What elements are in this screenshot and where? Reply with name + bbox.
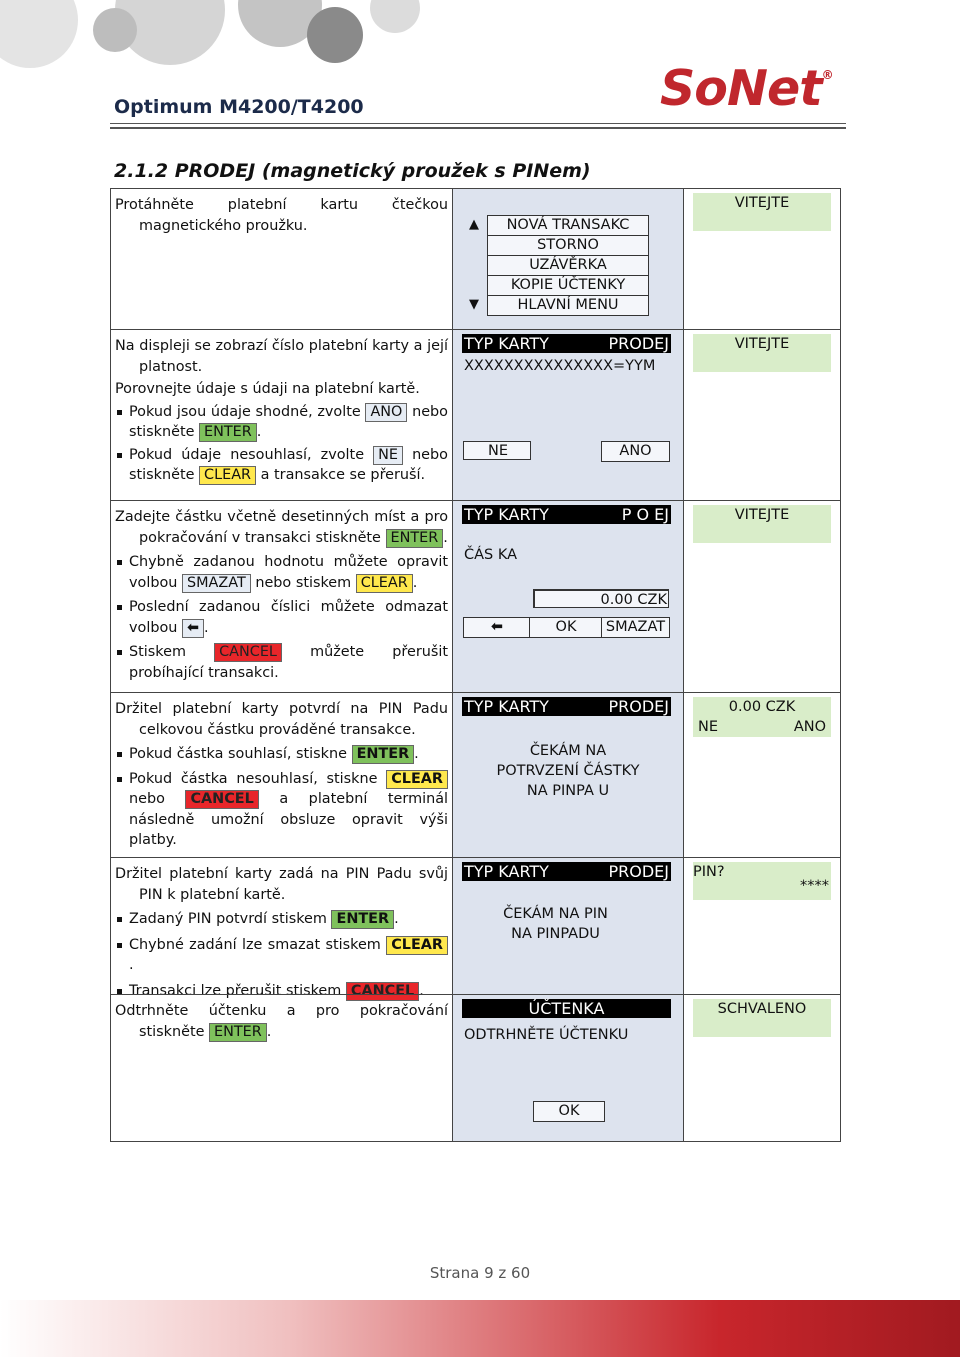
amount-label: ČÁS KA [464, 547, 518, 563]
wait-message: ČEKÁM NA PIN NA PINPADU [503, 906, 608, 942]
bullet-reject: Pokud částka nesouhlasí, stiskne CLEAR nebo CANCEL a platební terminál následně umožní obsluze opravit výši platby. [115, 769, 448, 851]
pinpad-amount: 0.00 CZK [728, 699, 796, 715]
backspace-key-icon: ⬅ [182, 619, 204, 638]
ne-key: NE [373, 446, 403, 465]
bullet-backspace: Poslední zadanou číslici můžete odmazat volbou ⬅ . [115, 597, 448, 638]
scroll-down-icon[interactable]: ▼ [469, 297, 479, 312]
step-row-swipe [110, 188, 841, 329]
terminal-screen [453, 189, 684, 329]
wait-message: ČEKÁM NA POTRVZENÍ ČÁSTKY NA PINPA U [496, 743, 640, 799]
menu-item-new-transaction[interactable]: NOVÁ TRANSAKC [487, 215, 649, 236]
screen-header: TYP KARTY P O EJ [464, 505, 669, 524]
ok-button[interactable]: OK [529, 617, 603, 638]
pinpad-display: VITEJTE [693, 193, 831, 231]
bullet-correct: Chybně zadanou hodnotu můžete opravit volbou SMAZAT nebo stiskem CLEAR . [115, 552, 448, 593]
step-row-confirm-amount [110, 692, 841, 857]
card-number: XXXXXXXXXXXXXXX=YYM [464, 358, 656, 374]
pin-prompt: PIN? [693, 864, 725, 880]
step-text: Zadejte částku včetně desetinných míst a pro pokračování v transakci stiskněte ENTER . [115, 509, 448, 546]
step-text-2: Porovnejte údaje s údaji na platební kartě. [115, 381, 420, 397]
clear-key: CLEAR [386, 936, 448, 955]
terminal-screen [453, 693, 684, 857]
yes-button[interactable]: ANO [601, 441, 670, 462]
bullet-clear-pin: Chybné zadání lze smazat stiskem CLEAR. [115, 935, 448, 976]
clear-key: CLEAR [386, 770, 448, 789]
pinpad-screen [684, 693, 840, 857]
ano-key: ANO [365, 403, 407, 422]
pinpad-display: VITEJTE [693, 334, 831, 372]
screen-header: TYP KARTY PRODEJ [464, 697, 669, 716]
menu-item-receipt-copy[interactable]: KOPIE ÚČTENKY [487, 275, 649, 296]
pin-mask: **** [800, 878, 829, 894]
step-text: Na displeji se zobrazí číslo platební karty a její platnost. [115, 338, 448, 375]
pinpad-display [693, 697, 831, 737]
cancel-key: CANCEL [185, 790, 258, 809]
pinpad-screen [684, 995, 840, 1141]
sonet-logo: SoNet® [660, 60, 833, 117]
menu-item-closing[interactable]: UZÁVĚRKA [487, 255, 649, 276]
terminal-screen [453, 501, 684, 692]
smazat-key: SMAZAT [182, 574, 251, 593]
enter-key: ENTER [199, 423, 257, 442]
enter-key: ENTER [386, 529, 444, 548]
step-row-pin [110, 857, 841, 999]
document-title: Optimum M4200/T4200 [114, 96, 364, 118]
clear-key: CLEAR [199, 466, 256, 485]
section-title: 2.1.2 PRODEJ (magnetický proužek s PINem) [114, 160, 591, 182]
pinpad-screen [684, 858, 840, 994]
scroll-up-icon[interactable]: ▲ [469, 217, 479, 232]
bullet-cancel-pin: Transakci lze přerušit stiskem CANCEL . [115, 981, 448, 1002]
pinpad-display: SCHVALENO [693, 999, 831, 1037]
page-number: Strana 9 z 60 [429, 1264, 531, 1282]
bullet-reject: Pokud údaje nesouhlasí, zvolte NE nebo stiskněte CLEAR a transakce se přeruší. [115, 445, 448, 486]
step-text: Odtrhněte účtenku a pro pokračování stiskněte ENTER . [115, 1003, 448, 1040]
step-text: Držitel platební karty zadá na PIN Padu svůj PIN k platební kartě. [115, 866, 448, 903]
cancel-key: CANCEL [214, 643, 282, 662]
terminal-screen [453, 995, 684, 1141]
enter-key: ENTER [331, 910, 394, 929]
terminal-screen [453, 330, 684, 500]
delete-button[interactable]: SMAZAT [601, 617, 670, 638]
step-row-amount [110, 500, 841, 692]
tear-message: ODTRHNĚTE ÚČTENKU [464, 1027, 629, 1043]
pinpad-no: NE [698, 719, 719, 735]
step-row-receipt [110, 994, 841, 1142]
clear-key: CLEAR [356, 574, 413, 593]
backspace-button-icon[interactable]: ⬅ [463, 617, 531, 638]
step-row-card-check [110, 329, 841, 500]
bullet-confirm-pin: Zadaný PIN potvrdí stiskem ENTER . [115, 909, 448, 930]
no-button[interactable]: NE [463, 441, 531, 460]
ok-button[interactable]: OK [533, 1101, 605, 1122]
procedure-grid [110, 188, 841, 1142]
decorative-swirl-graphic [0, 0, 440, 95]
enter-key: ENTER [209, 1023, 267, 1042]
menu-item-storno[interactable]: STORNO [487, 235, 649, 256]
pinpad-display [693, 862, 831, 900]
terminal-screen [453, 858, 684, 994]
step-text: Protáhněte platební kartu čtečkou magnetického proužku. [115, 197, 448, 234]
bullet-accept: Pokud částka souhlasí, stiskne ENTER . [115, 744, 448, 765]
amount-input[interactable]: 0.00 CZK [533, 589, 669, 608]
enter-key: ENTER [352, 745, 415, 764]
bullet-cancel: Stiskem CANCEL můžete přerušit probíhající transakci. [115, 642, 448, 683]
pinpad-display: VITEJTE [693, 505, 831, 543]
pinpad-yes: ANO [793, 719, 826, 735]
pinpad-screen [684, 501, 840, 692]
header-rule-2 [110, 127, 846, 129]
header-rule [110, 123, 846, 124]
pinpad-screen [684, 189, 840, 329]
screen-header: TYP KARTY PRODEJ [464, 862, 669, 881]
step-text: Držitel platební karty potvrdí na PIN Padu celkovou částku prováděné transakce. [115, 701, 448, 738]
cancel-key: CANCEL [346, 982, 419, 1001]
bullet-confirm: Pokud jsou údaje shodné, zvolte ANO nebo stiskněte ENTER . [115, 402, 448, 443]
screen-header: ÚČTENKA [462, 999, 671, 1018]
screen-header: TYP KARTY PRODEJ [464, 334, 669, 353]
menu-item-main-menu[interactable]: HLAVNÍ MENU [487, 295, 649, 316]
footer-bar [0, 1300, 960, 1357]
pinpad-screen [684, 330, 840, 500]
